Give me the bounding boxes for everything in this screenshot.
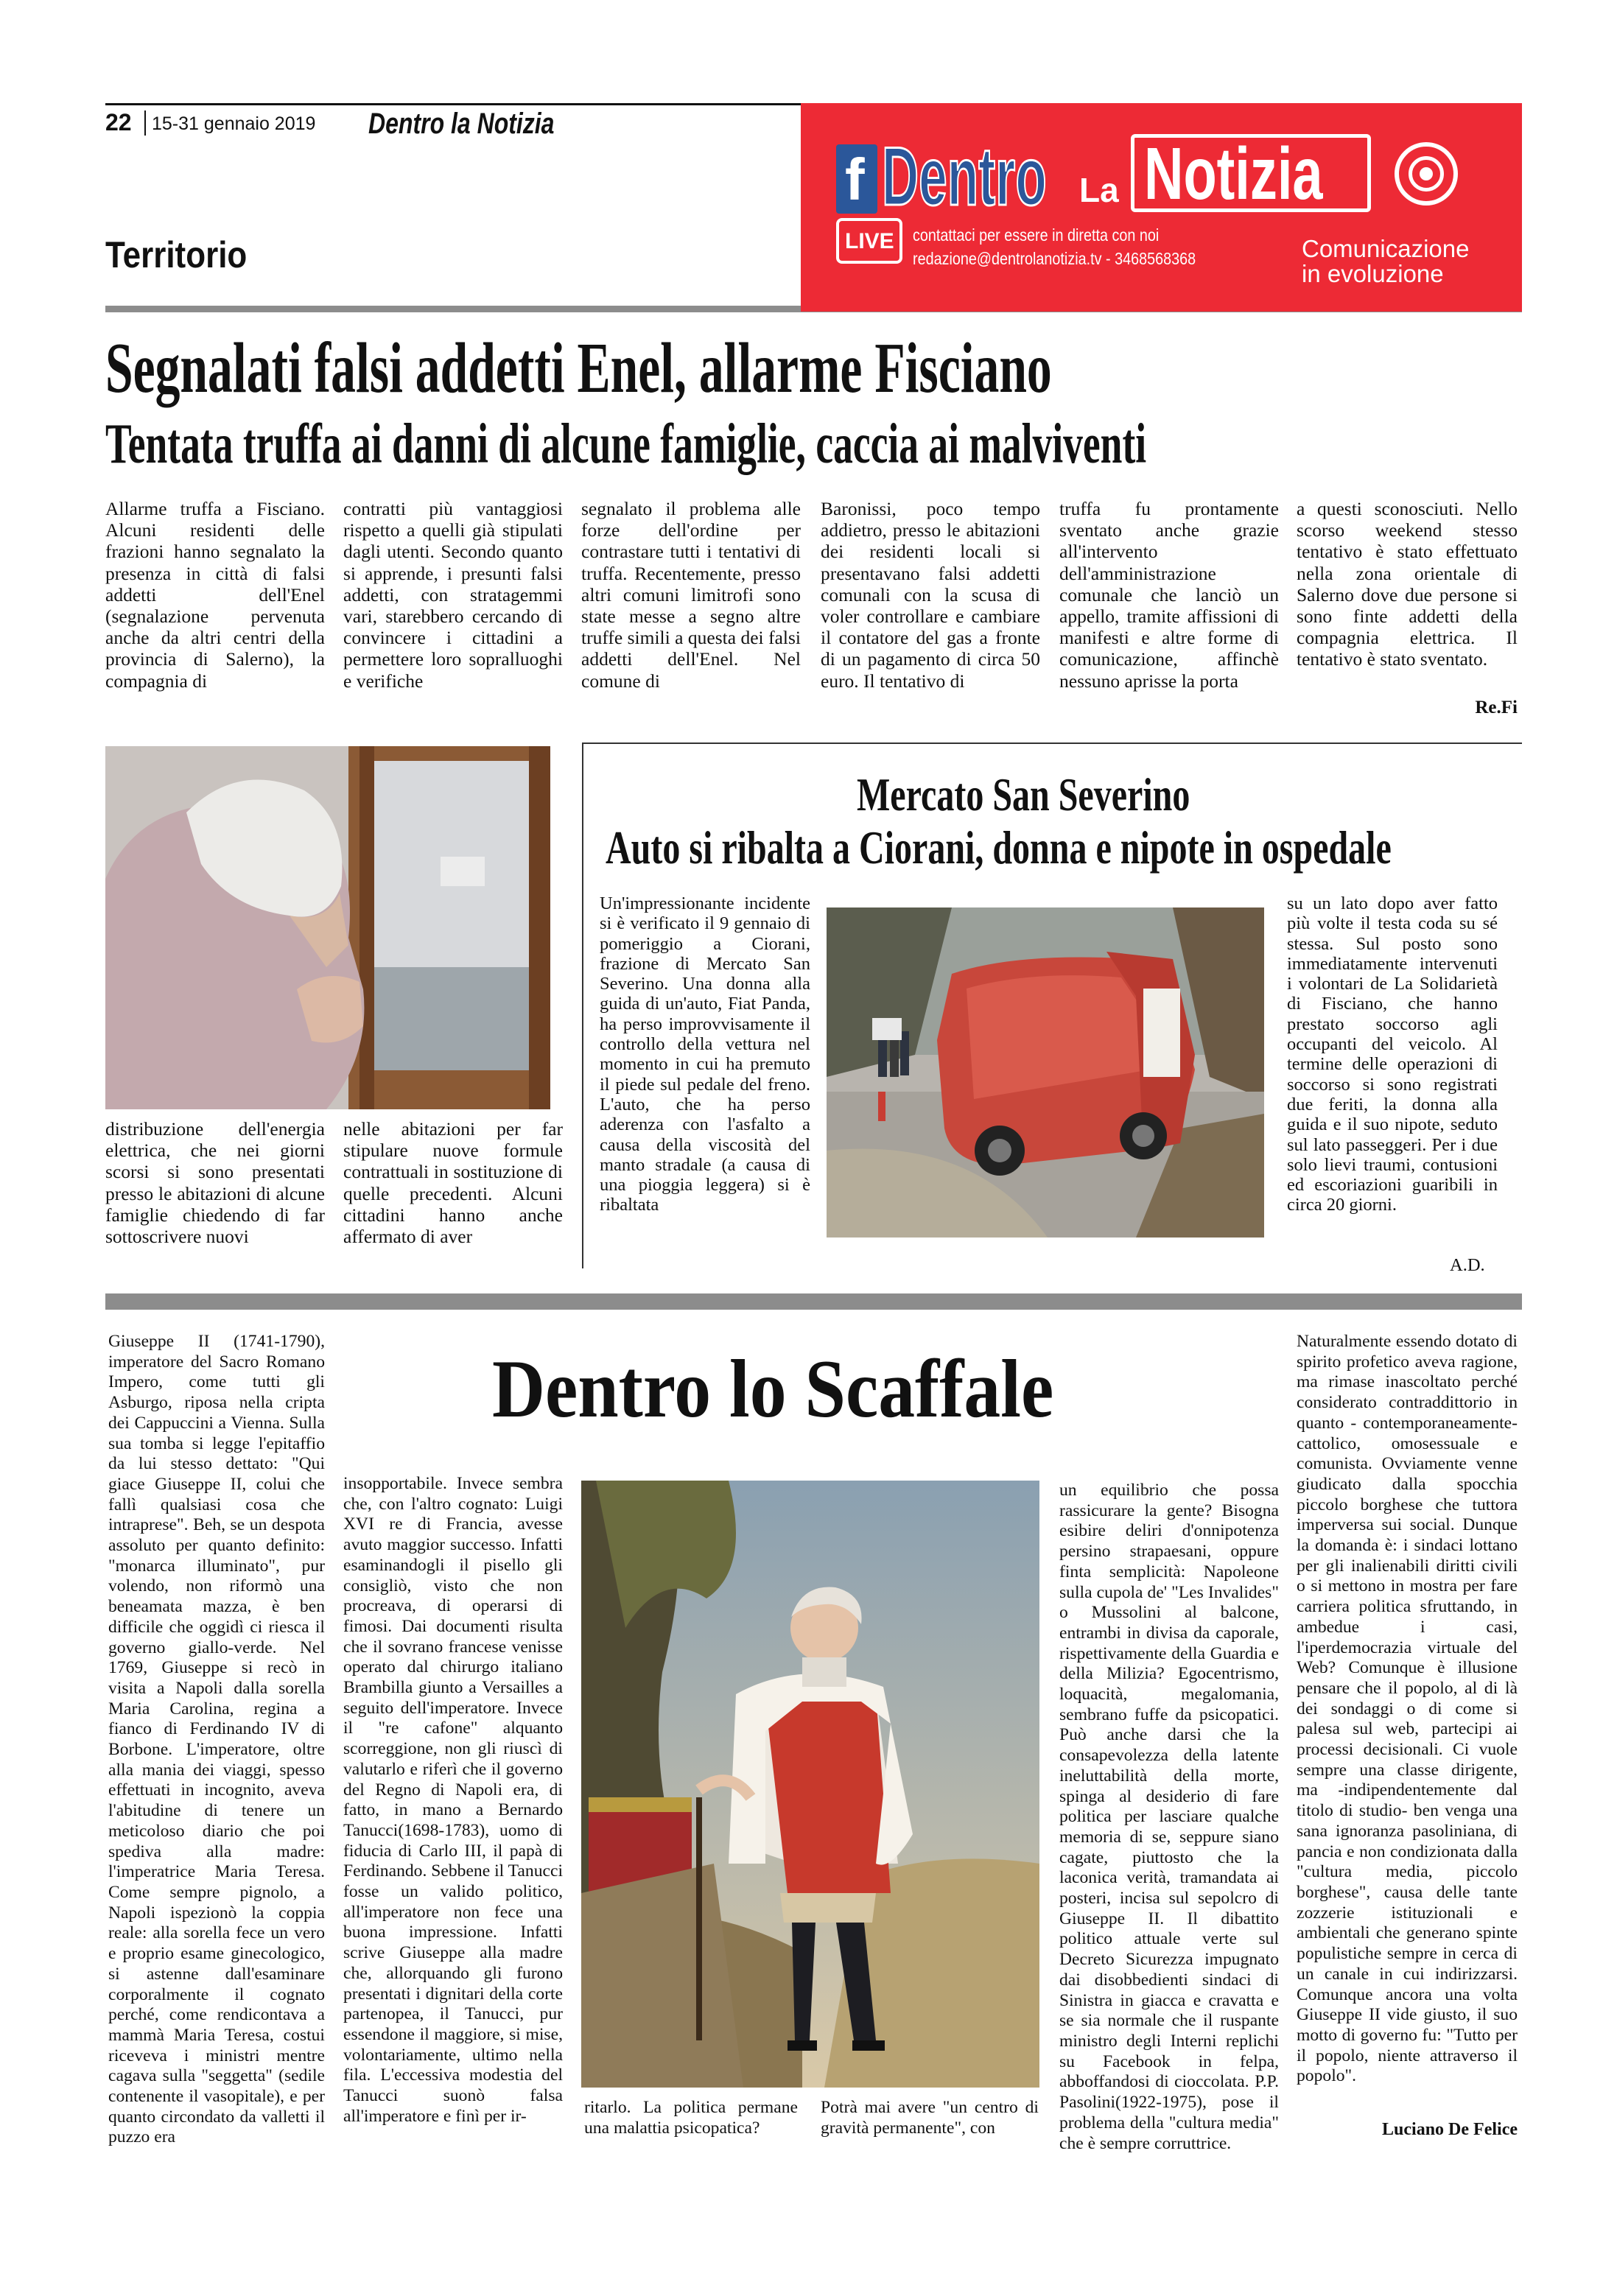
article3-column-2: insopportabile. Invece sembra che, con l'altro cognato: Luigi XVI re di Francia, avesse avuto maggior successo. Infatti esaminandogli il pisello gli consigliò, visto che non procreava, di operarsi di fimosi. Dai documenti risulta che il sovrano francese venisse operato dal chirurgo italiano Brambilla giunto a Versailles a seguito dell'imperatore. Invece il "re cafone" alquanto scorreggione, non gli riuscì di valutarlo e riferì che il governo del Regno di Napoli era, di fatto, in mano a Bernardo Tanucci(1698-1783), uomo di fiducia di Carlo III, il papà di Ferdinando. Sebbene il Tanucci fosse un valido politico, all'imperatore non fece una buona impressione. Infatti scrive Giuseppe alla madre che, allorquando gli furono presentati i dignitari della corte partenopea, il Tanucci, pur essendone il maggiore, si mise, volontariamente, ultimo nella fila. L'eccessiva modestia del Tanucci suonò falsa all'imperatore e finì per ir- <box>343 1474 563 2126</box>
broadcast-icon <box>1395 142 1458 206</box>
section-title: Territorio <box>105 234 248 275</box>
header-divider <box>144 110 146 136</box>
tagline-line-1: Comunicazione <box>1302 235 1470 262</box>
article3-column-2-tail: ritarlo. La politica permane una malattia psicopatica? <box>584 2098 798 2138</box>
tagline-line-2: in evoluzione <box>1302 260 1444 287</box>
article1-column-1: Allarme truffa a Fisciano. Alcuni residenti delle frazioni hanno segnalato la presenza in città di falsi addetti dell'Enel (segnalazione pervenuta anche da altri centri della provincia di Salerno), la compagnia di <box>105 498 325 692</box>
article1-column-6: a questi sconosciuti. Nello scorso weekend stesso tentativo è stato effettuato nella zona orientale di Salerno dove due persone si sono finte addetti della compagnia elettrica. Il tentativo è stato sventato. <box>1297 498 1518 670</box>
photo-elderly-woman-at-door <box>105 746 550 1109</box>
article1-column-1b: distribuzione dell'energia elettrica, che nei giorni scorsi si sono presentati presso le abitazioni di alcune famiglie chiedendo di far sottoscrivere nuovi <box>105 1118 325 1248</box>
contact-line-2[interactable]: redazione@dentrolanotizia.tv - 3468568368 <box>913 249 1196 268</box>
article2-column-2: su un lato dopo aver fatto più volte il testa coda su sé stessa. Sul posto sono immediatamente intervenuti i volontari de La Solidarietà di Fisciano, che hanno prestato soccorso agli occupanti del veicolo. Al termine delle operazioni di soccorso si sono registrati due feriti, la donna alla guida e il suo nipote, seduto sul lato passeggeri. Per i due solo lievi traumi, contusioni ed escoriazioni guaribili in circa 20 giorni. <box>1287 894 1498 1215</box>
article2-box-left <box>582 742 583 1268</box>
article1-column-5: truffa fu prontamente sventato anche grazie all'intervento dell'amministrazione comunale che lanciò un appello, tramite affissioni di manifesti e altre forme di comunicazione, affinchè nessuno aprisse la porta <box>1059 498 1279 692</box>
article2-kicker: Mercato San Severino <box>857 768 1190 821</box>
article2-title: Auto si ribalta a Ciorani, donna e nipote in ospedale <box>606 821 1392 874</box>
mid-page-rule <box>105 1293 1522 1310</box>
article2-column-1: Un'impressionante incidente si è verificato il 9 gennaio di pomeriggio a Ciorani, frazione di Mercato San Severino. Una donna alla guida di un'auto, Fiat Panda, ha perso improvvisamente il controllo della vettura nel momento in cui ha premuto il piede sul pedale del freno. L'auto, che ha perso aderenza con l'asfalto a causa della viscosità del manto stradale (a causa di una pioggia leggera) si è ribaltata <box>600 894 810 1215</box>
article3-signature: Luciano De Felice <box>1382 2120 1518 2139</box>
photo-overturned-car <box>827 907 1264 1237</box>
article3-column-1: Giuseppe II (1741-1790), imperatore del Sacro Romano Impero, come tutti gli Asburgo, riposa nella cripta dei Cappuccini a Vienna. Sulla sua tomba si legge l'epitaffio da lui stesso dettato: "Qui giace Giuseppe II, colui che fallì qualsiasi cosa che intraprese". Beh, se un despota assoluto per quanto definito: "monarca illuminato", pur volendo, non riformò una beneamata mazza, è ben difficile che oggidì ci riesca il governo giallo-verde. Nel 1769, Giuseppe si recò in visita a Napoli dalla sorella Maria Carolina, regina a fianco di Ferdinando IV di Borbone. L'imperatore, oltre alla mania dei viaggi, spesso effettuati in incognito, aveva l'abitudine di tenere un meticoloso diario che poi spediva alla madre: l'imperatrice Maria Teresa. Come sempre pignolo, a Napoli ispezionò la coppia reale: alla sorella fece un vero e proprio esame ginecologico, si astenne dall'esaminare corporalmente il cognato perché, come rendicontava a mammà Maria Teresa, costui riceveva i ministri mentre cagava sulla "seggetta" (sedile contenente il vasopitale), e per quanto circondato da valletti il puzzo era <box>108 1332 325 2147</box>
article1-signature: Re.Fi <box>1475 698 1518 717</box>
logo-notizia: Notizia <box>1144 133 1323 215</box>
article3-column-5: Naturalmente essendo dotato di spirito profetico aveva ragione, ma rimase inascoltato perché considerato contraddittorio in quanto - contemporaneamente- cattolico, omosessuale e comunista. Ovviamente venne giudicato dalla spocchia piccolo borghese che tuttora imperversa sui social. Dunque la domanda è: i sindaci lottano per gli inalienabili diritti civili o si mettono in mostra per fare carriera politica sfruttando, in ambedue i casi, l'iperdemocrazia virtuale del Web? Comunque è illusione pensare che il popolo, al di là dei sondaggi o di come si palesa sul web, partecipi ai processi decisionali. Ci vuole sempre una classe dirigente, ma -indipendentemente dal titolo di studio- ben venga una sana ignoranza pasoliniana, di pancia e non condizionata dalla "cultura media, piccolo borghese", causa delle tante zozzerie istituzionali e ambientali che generano spinte populistiche sempre in cerca di un canale in cui indirizzarsi. Comunque ancora una volta Giuseppe II vide giusto, il suo motto di governo fu: "Tutto per il popolo, niente attraverso il popolo". <box>1297 1332 1518 2086</box>
masthead-title: Dentro la Notizia <box>368 108 555 140</box>
article1-column-4: Baronissi, poco tempo addietro, presso le abitazioni dei residenti locali si presentavano falsi addetti comunali con la scusa di voler controllare e cambiare il contatore del gas a fronte di un pagamento di circa 50 euro. Il tentativo di <box>821 498 1040 692</box>
promo-banner[interactable] <box>801 103 1522 312</box>
issue-date: 15-31 gennaio 2019 <box>152 113 316 134</box>
live-badge: LIVE <box>836 218 902 264</box>
logo-la: La <box>1079 171 1119 209</box>
article3-column-3-tail: Potrà mai avere "un centro di gravità permanente", con <box>821 2098 1039 2138</box>
portrait-painting-giuseppe-ii <box>581 1481 1039 2088</box>
page-number: 22 <box>105 109 132 136</box>
article1-subtitle: Tentata truffa ai danni di alcune famiglie, caccia ai malviventi <box>105 412 1147 475</box>
logo-dentro: Dentro <box>882 130 1047 222</box>
article2-box-top <box>582 742 1522 744</box>
article3-column-4: un equilibrio che possa rassicurare la gente? Bisogna esibire deliri d'onnipotenza persino strapaesani, oppure finta semplicità: Napoleone sulla cupola de' "Les Invalides" o Mussolini al balcone, entrambi in divisa da caporale, rispettivamente della Guardia e della Milizia? Egocentrismo, loquacità, megalomania, sembrano fuffe da psicopatici. Può anche darsi che la consapevolezza della latente ineluttabilità della morte, spinga al desiderio di fare politica per lasciare qualche memoria di se, seppure siano cagate, piuttosto che la laconica verità, tramandata ai posteri, incisa sul sepolcro di Giuseppe II. Il dibattito politico attuale verte sul Decreto Sicurezza impugnato dai disobbedienti sindaci di Sinistra in giacca e cravatta e se sia normale che il ruspante ministro degli Interni replichi su Facebook in felpa, abboffandosi di cioccolata. P.P. Pasolini(1922-1975), pose il problema della "cultura media" che è sempre corruttrice. <box>1059 1481 1279 2153</box>
article1-column-3: segnalato il problema alle forze dell'ordine per contrastare tutti i tentativi di truffa. Recentemente, presso altri comuni limitrofi sono state messe a segno altre truffe simili a questa dei falsi addetti dell'Enel. Nel comune di <box>581 498 801 692</box>
article1-column-2b: nelle abitazioni per far stipulare nuove formule contrattuali in sostituzione di quelle precedenti. Alcuni cittadini hanno anche affermato di aver <box>343 1118 563 1248</box>
contact-line-1: contattaci per essere in diretta con noi <box>913 225 1160 245</box>
article1-column-2: contratti più vantaggiosi rispetto a quelli già stipulati dagli utenti. Secondo quanto si apprende, i presunti falsi addetti, con stratagemmi vari, starebbero cercando di convincere i cittadini a permettere loro sopralluoghi e verifiche <box>343 498 563 692</box>
header-top-rule <box>105 103 801 105</box>
facebook-icon: f <box>836 144 877 214</box>
article1-title: Segnalati falsi addetti Enel, allarme Fisciano <box>105 329 1052 408</box>
article3-title: Dentro lo Scaffale <box>492 1344 1054 1435</box>
article2-signature: A.D. <box>1450 1255 1485 1275</box>
